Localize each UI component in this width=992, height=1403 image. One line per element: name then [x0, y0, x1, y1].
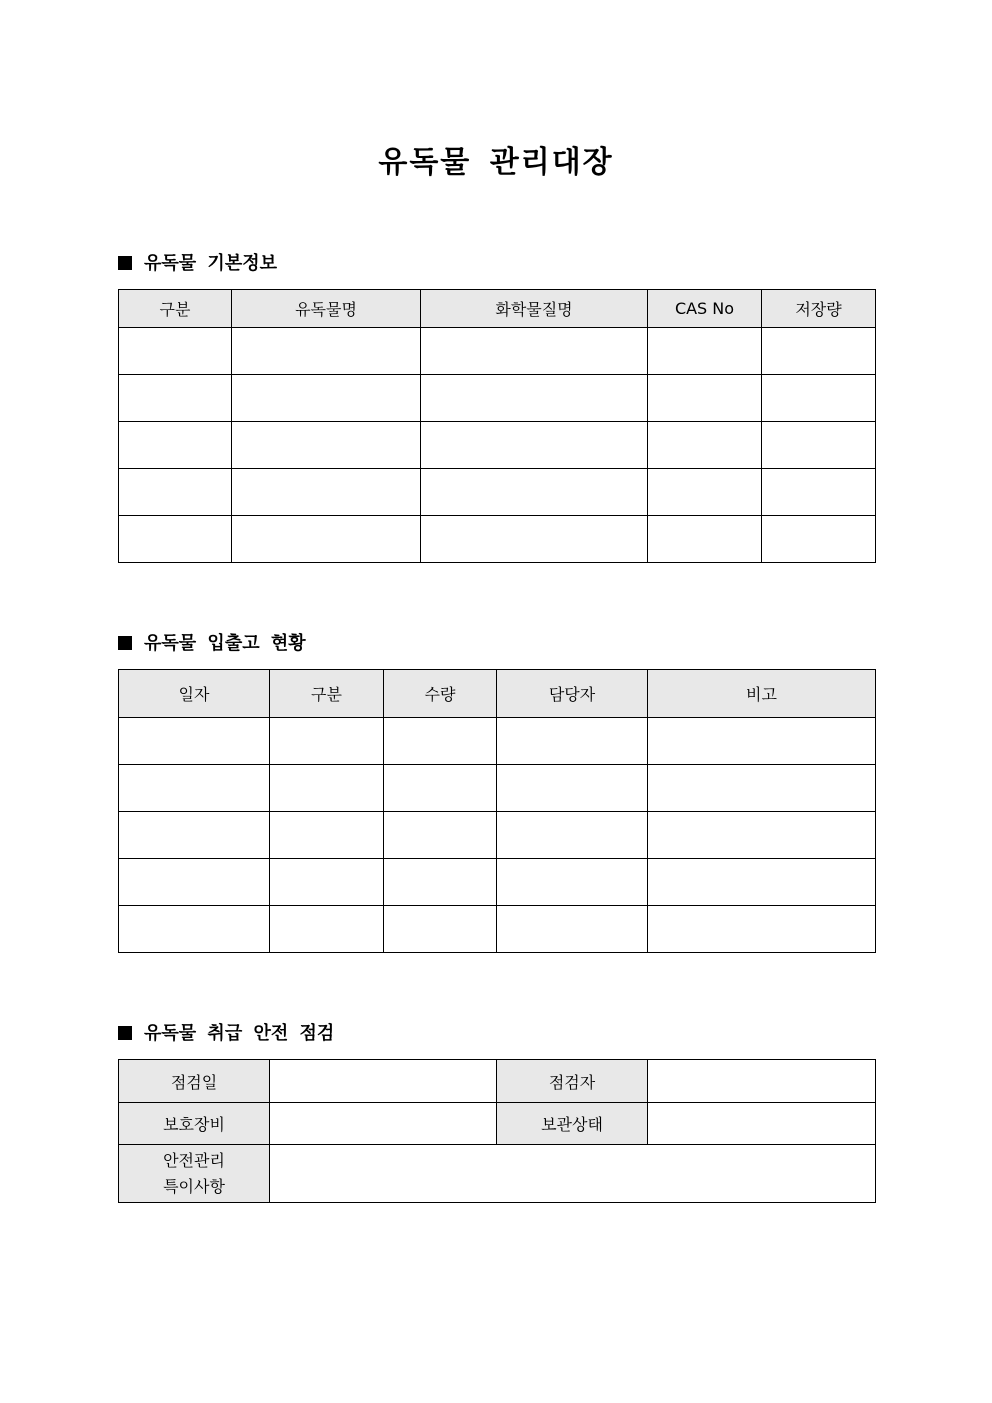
inout-status-table — [118, 669, 876, 953]
table-cell[interactable] — [648, 328, 762, 375]
table-cell[interactable] — [421, 375, 648, 422]
table-cell[interactable] — [232, 422, 421, 469]
column-header-date: 일자 — [119, 670, 270, 718]
table-row — [119, 469, 876, 516]
table-header-row — [119, 670, 876, 718]
table-row — [119, 375, 876, 422]
table-cell[interactable] — [497, 812, 648, 859]
table-cell[interactable] — [119, 422, 232, 469]
table-cell[interactable] — [384, 812, 497, 859]
storage-status-field[interactable] — [648, 1103, 876, 1145]
column-header-remarks: 비고 — [648, 670, 876, 718]
table-cell[interactable] — [384, 906, 497, 953]
column-header-storage-amount: 저장량 — [762, 290, 876, 328]
table-cell[interactable] — [497, 859, 648, 906]
table-row — [119, 718, 876, 765]
square-bullet-icon — [118, 1026, 132, 1040]
table-cell[interactable] — [648, 859, 876, 906]
section-heading-label: 유독물 취급 안전 점검 — [144, 1023, 335, 1044]
table-cell[interactable] — [119, 469, 232, 516]
safety-check-table — [118, 1059, 876, 1203]
table-cell[interactable] — [421, 469, 648, 516]
table-cell[interactable] — [270, 859, 384, 906]
table-cell[interactable] — [119, 516, 232, 563]
table-row — [119, 328, 876, 375]
table-cell[interactable] — [119, 375, 232, 422]
square-bullet-icon — [118, 636, 132, 650]
table-cell[interactable] — [648, 718, 876, 765]
column-header-category: 구분 — [119, 290, 232, 328]
column-header-cas-no: CAS No — [648, 290, 762, 328]
table-cell[interactable] — [762, 516, 876, 563]
table-cell[interactable] — [497, 765, 648, 812]
table-cell[interactable] — [648, 906, 876, 953]
table-row — [119, 1060, 876, 1103]
basic-info-table — [118, 289, 876, 563]
safety-notes-label-line2: 특이사항 — [163, 1176, 225, 1196]
table-cell[interactable] — [119, 718, 270, 765]
table-cell[interactable] — [270, 765, 384, 812]
section-heading-basic-info — [118, 252, 277, 276]
protective-gear-field[interactable] — [270, 1103, 497, 1145]
column-header-toxic-name: 유독물명 — [232, 290, 421, 328]
table-cell[interactable] — [421, 516, 648, 563]
table-cell[interactable] — [119, 765, 270, 812]
section-heading-label: 유독물 기본정보 — [144, 253, 277, 274]
table-cell[interactable] — [497, 906, 648, 953]
table-cell[interactable] — [232, 469, 421, 516]
table-cell[interactable] — [119, 906, 270, 953]
section-heading-inout-status — [118, 632, 306, 656]
section-heading-safety-check — [118, 1022, 334, 1046]
table-row — [119, 422, 876, 469]
table-row — [119, 906, 876, 953]
inspector-label: 점검자 — [497, 1060, 648, 1103]
table-cell[interactable] — [648, 375, 762, 422]
table-cell[interactable] — [762, 422, 876, 469]
table-cell[interactable] — [232, 516, 421, 563]
table-row — [119, 765, 876, 812]
table-cell[interactable] — [497, 718, 648, 765]
document-title: 유독물 관리대장 — [378, 145, 614, 180]
table-row — [119, 812, 876, 859]
table-row — [119, 1103, 876, 1145]
table-cell[interactable] — [270, 718, 384, 765]
column-header-quantity: 수량 — [384, 670, 497, 718]
table-cell[interactable] — [648, 469, 762, 516]
safety-notes-label — [119, 1145, 270, 1203]
inspector-field[interactable] — [648, 1060, 876, 1103]
safety-notes-label-line1: 안전관리 — [163, 1150, 225, 1170]
protective-gear-label: 보호장비 — [119, 1103, 270, 1145]
table-cell[interactable] — [119, 859, 270, 906]
table-cell[interactable] — [270, 812, 384, 859]
table-row — [119, 1145, 876, 1203]
table-cell[interactable] — [762, 469, 876, 516]
table-cell[interactable] — [232, 375, 421, 422]
inspection-date-field[interactable] — [270, 1060, 497, 1103]
column-header-type: 구분 — [270, 670, 384, 718]
table-row — [119, 516, 876, 563]
table-cell[interactable] — [232, 328, 421, 375]
table-cell[interactable] — [648, 422, 762, 469]
column-header-manager: 담당자 — [497, 670, 648, 718]
table-cell[interactable] — [762, 375, 876, 422]
table-cell[interactable] — [384, 718, 497, 765]
table-cell[interactable] — [384, 859, 497, 906]
square-bullet-icon — [118, 256, 132, 270]
table-cell[interactable] — [648, 765, 876, 812]
safety-notes-field[interactable] — [270, 1145, 876, 1203]
table-cell[interactable] — [421, 328, 648, 375]
section-heading-label: 유독물 입출고 현황 — [144, 633, 306, 654]
table-cell[interactable] — [648, 516, 762, 563]
column-header-chemical-name: 화학물질명 — [421, 290, 648, 328]
table-row — [119, 859, 876, 906]
table-header-row — [119, 290, 876, 328]
table-cell[interactable] — [270, 906, 384, 953]
table-cell[interactable] — [421, 422, 648, 469]
table-cell[interactable] — [119, 812, 270, 859]
table-cell[interactable] — [384, 765, 497, 812]
table-cell[interactable] — [648, 812, 876, 859]
table-cell[interactable] — [762, 328, 876, 375]
inspection-date-label: 점검일 — [119, 1060, 270, 1103]
table-cell[interactable] — [119, 328, 232, 375]
storage-status-label: 보관상태 — [497, 1103, 648, 1145]
